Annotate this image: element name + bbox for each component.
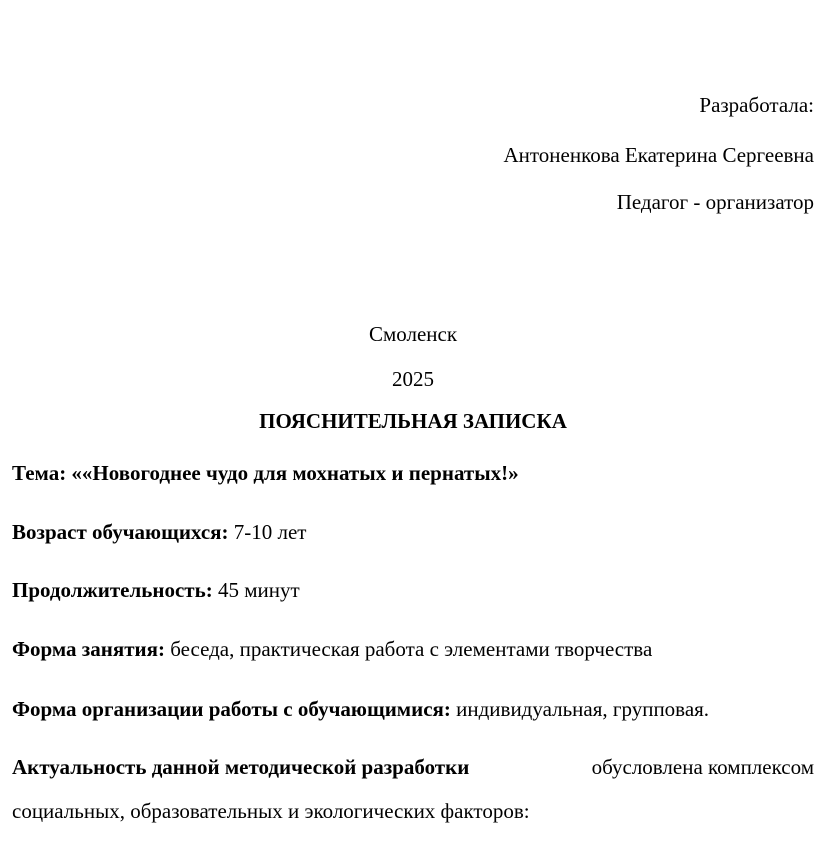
- organization-label: Форма организации работы с обучающимися:: [12, 697, 451, 721]
- form-label: Форма занятия:: [12, 637, 165, 661]
- relevance-line: [12, 755, 814, 779]
- organization-line: [12, 697, 709, 721]
- author-name: Антоненкова Екатерина Сергеевна: [503, 143, 814, 167]
- age-line: [12, 520, 307, 544]
- organization-value: индивидуальная, групповая.: [450, 697, 710, 721]
- duration-label: Продолжительность:: [12, 578, 213, 602]
- form-value: беседа, практическая работа с элементами творчества: [164, 637, 653, 661]
- age-label: Возраст обучающихся:: [12, 520, 229, 544]
- author-position: Педагог - организатор: [616, 190, 814, 214]
- relevance-line-2: социальных, образовательных и экологических факторов:: [12, 799, 530, 823]
- duration-value: 45 минут: [212, 578, 300, 602]
- relevance-value: обусловлена комплексом: [591, 755, 814, 779]
- year: 2025: [392, 367, 434, 391]
- duration-line: [12, 578, 300, 602]
- city: Смоленск: [368, 322, 458, 346]
- form-line: [12, 637, 652, 661]
- document-heading: ПОЯСНИТЕЛЬНАЯ ЗАПИСКА: [259, 409, 567, 433]
- age-value: 7-10 лет: [228, 520, 307, 544]
- author-label: Разработала:: [699, 93, 814, 117]
- relevance-label: Актуальность данной методической разработки: [12, 755, 470, 779]
- topic-line: Тема: ««Новогоднее чудо для мохнатых и пернатых!»: [12, 461, 519, 485]
